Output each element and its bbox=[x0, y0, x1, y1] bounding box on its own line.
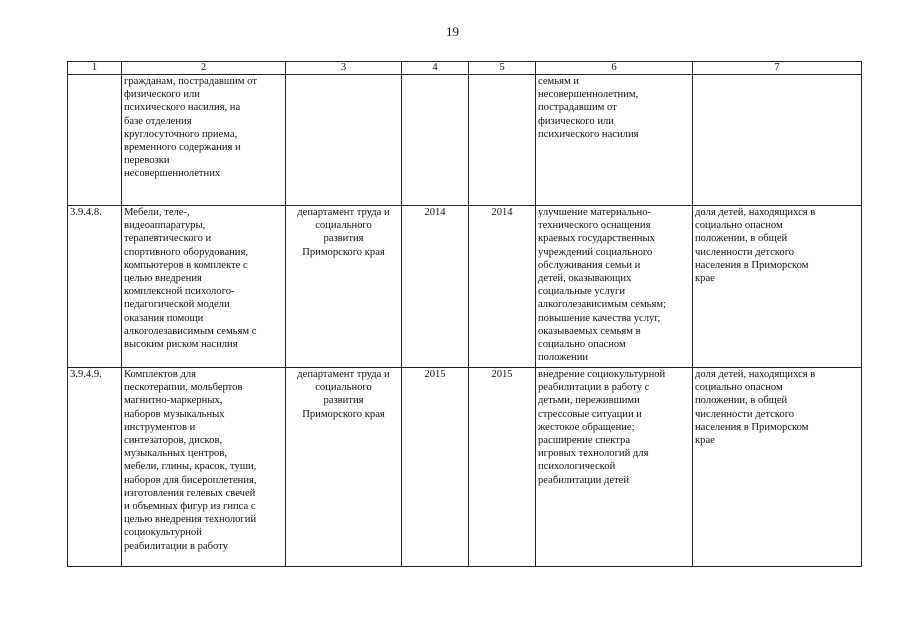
cell-text-line: компьютеров в комплекте с bbox=[124, 259, 248, 271]
executor-cell bbox=[286, 75, 402, 206]
cell-text-line: крае bbox=[695, 435, 715, 447]
start-year: 2015 bbox=[424, 369, 446, 380]
table-row bbox=[68, 75, 862, 206]
cell-text-line: несовершеннолетних bbox=[124, 168, 221, 180]
expected-result-cell bbox=[536, 206, 693, 368]
cell-text-line: психического насилия bbox=[538, 128, 639, 140]
cell-text-line: положении bbox=[538, 352, 589, 364]
cell-text-line: положении, в общей bbox=[695, 233, 788, 245]
cell-text-line: социального bbox=[315, 382, 372, 394]
start-year-cell bbox=[402, 206, 469, 368]
column-number-row bbox=[68, 62, 862, 75]
cell-text-line: инструментов и bbox=[124, 421, 196, 433]
cell-text-line: социально опасном bbox=[695, 220, 783, 232]
cell-text-line: круглосуточного приема, bbox=[124, 128, 238, 140]
end-year-cell bbox=[469, 368, 536, 567]
cell-text-line: департамент труда и bbox=[297, 369, 390, 380]
item-number-cell bbox=[68, 368, 122, 567]
cell-text-line: социального bbox=[315, 220, 372, 232]
cell-text-line: департамент труда и bbox=[297, 207, 390, 218]
cell-text-line: высоким риском насилия bbox=[124, 339, 238, 351]
end-year-cell bbox=[469, 75, 536, 206]
cell-text-line: реабилитации в работу bbox=[124, 540, 228, 552]
cell-text-line: доля детей, находящихся в bbox=[695, 369, 816, 380]
expected-result-cell bbox=[536, 75, 693, 206]
start-year-cell bbox=[402, 75, 469, 206]
cell-text-line: социально опасном bbox=[695, 382, 783, 394]
cell-text-line: оказываемых семьям в bbox=[538, 325, 641, 337]
cell-text-line: психологической bbox=[538, 461, 616, 473]
cell-text-line: положении, в общей bbox=[695, 395, 788, 407]
end-year: 2015 bbox=[491, 369, 513, 380]
cell-text-line: алкоголезависимым семьям; bbox=[538, 299, 667, 311]
column-header: 3 bbox=[286, 62, 402, 75]
cell-text-line: психического насилия, на bbox=[124, 102, 241, 114]
indicator-cell bbox=[693, 368, 862, 567]
item-number: 3.9.4.9. bbox=[70, 369, 102, 380]
cell-text-line: крае bbox=[695, 273, 715, 285]
cell-text-line: краевых государственных bbox=[538, 233, 655, 245]
cell-text-line: временного содержания и bbox=[124, 142, 241, 154]
cell-text-line: видеоаппаратуры, bbox=[124, 220, 206, 232]
start-year: 2014 bbox=[424, 207, 446, 218]
indicator-cell bbox=[693, 206, 862, 368]
cell-text-line: перевозки bbox=[124, 155, 170, 167]
cell-text-line: социально опасном bbox=[538, 339, 626, 351]
cell-text-line: развития bbox=[323, 395, 364, 407]
start-year-cell bbox=[402, 368, 469, 567]
cell-text-line: магнитно-маркерных, bbox=[124, 395, 223, 407]
cell-text-line: мебели, глины, красок, туши, bbox=[124, 461, 257, 473]
cell-text-line: технического оснащения bbox=[538, 220, 651, 232]
cell-text-line: повышение качества услуг, bbox=[538, 312, 661, 324]
column-header: 6 bbox=[536, 62, 693, 75]
cell-text-line: детьми, пережившими bbox=[538, 395, 640, 407]
cell-text-line: наборов музыкальных bbox=[124, 408, 225, 420]
cell-text-line: комплексной психолого- bbox=[124, 286, 235, 298]
measures-table bbox=[67, 61, 862, 567]
cell-text-line: целью внедрения bbox=[124, 273, 202, 285]
cell-text-line: музыкальных центров, bbox=[124, 448, 227, 460]
table-row bbox=[68, 368, 862, 567]
cell-text-line: населения в Приморском bbox=[695, 421, 809, 433]
page-number: 19 bbox=[446, 24, 459, 39]
cell-text-line: детей, оказывающих bbox=[538, 273, 632, 285]
cell-text-line: численности детского bbox=[695, 246, 795, 258]
cell-text-line: базе отделения bbox=[124, 115, 192, 127]
end-year-cell bbox=[469, 206, 536, 368]
cell-text-line: населения в Приморском bbox=[695, 259, 809, 271]
cell-text-line: пескотерапии, мольбертов bbox=[124, 382, 243, 394]
cell-text-line: целью внедрения технологий bbox=[124, 514, 257, 526]
cell-text-line: расширение спектра bbox=[538, 435, 631, 447]
item-number: 3.9.4.8. bbox=[70, 207, 102, 218]
column-header: 4 bbox=[402, 62, 469, 75]
cell-text-line: внедрение социокультурной bbox=[538, 369, 666, 380]
table-row bbox=[68, 206, 862, 368]
item-number-cell bbox=[68, 206, 122, 368]
item-number-cell bbox=[68, 75, 122, 206]
cell-text-line: гражданам, пострадавшим от bbox=[124, 76, 257, 87]
cell-text-line: социокультурной bbox=[124, 527, 202, 539]
executor-cell bbox=[286, 368, 402, 567]
cell-text-line: улучшение материально- bbox=[538, 207, 652, 218]
cell-text-line: физического или bbox=[538, 115, 614, 127]
cell-text-line: игровых технологий для bbox=[538, 448, 649, 460]
cell-text-line: жестокое обращение; bbox=[538, 421, 635, 433]
column-header: 1 bbox=[68, 62, 122, 75]
cell-text-line: обслуживания семьи и bbox=[538, 259, 641, 271]
cell-text-line: реабилитации в работу с bbox=[538, 382, 650, 394]
cell-text-line: Комплектов для bbox=[124, 369, 196, 380]
column-header: 5 bbox=[469, 62, 536, 75]
cell-text-line: учреждений социального bbox=[538, 246, 653, 258]
cell-text-line: Приморского края bbox=[302, 246, 385, 258]
item-name-cell bbox=[122, 368, 286, 567]
item-name-cell bbox=[122, 75, 286, 206]
cell-text-line: стрессовые ситуации и bbox=[538, 408, 642, 420]
cell-text-line: синтезаторов, дисков, bbox=[124, 435, 223, 447]
executor-cell bbox=[286, 206, 402, 368]
column-header: 2 bbox=[122, 62, 286, 75]
cell-text-line: Мебели, теле-, bbox=[124, 207, 190, 218]
cell-text-line: реабилитации детей bbox=[538, 474, 630, 486]
cell-text-line: спортивного оборудования, bbox=[124, 246, 248, 258]
cell-text-line: оказания помощи bbox=[124, 312, 204, 324]
cell-text-line: педагогической модели bbox=[124, 299, 230, 311]
column-header: 7 bbox=[693, 62, 862, 75]
cell-text-line: изготовления гелевых свечей bbox=[124, 487, 256, 499]
item-name-cell bbox=[122, 206, 286, 368]
indicator-cell bbox=[693, 75, 862, 206]
cell-text-line: терапевтического и bbox=[124, 233, 212, 245]
cell-text-line: развития bbox=[323, 233, 364, 245]
cell-text-line: пострадавшим от bbox=[538, 102, 617, 114]
cell-text-line: доля детей, находящихся в bbox=[695, 207, 816, 218]
cell-text-line: наборов для бисероплетения, bbox=[124, 474, 257, 486]
cell-text-line: и объемных фигур из гипса с bbox=[124, 501, 256, 513]
cell-text-line: физического или bbox=[124, 89, 200, 101]
cell-text-line: алкоголезависимым семьям с bbox=[124, 325, 257, 337]
cell-text-line: семьям и bbox=[538, 76, 579, 87]
cell-text-line: социальные услуги bbox=[538, 286, 625, 298]
expected-result-cell bbox=[536, 368, 693, 567]
end-year: 2014 bbox=[491, 207, 513, 218]
cell-text-line: несовершеннолетним, bbox=[538, 89, 639, 101]
cell-text-line: Приморского края bbox=[302, 408, 385, 420]
cell-text-line: численности детского bbox=[695, 408, 795, 420]
